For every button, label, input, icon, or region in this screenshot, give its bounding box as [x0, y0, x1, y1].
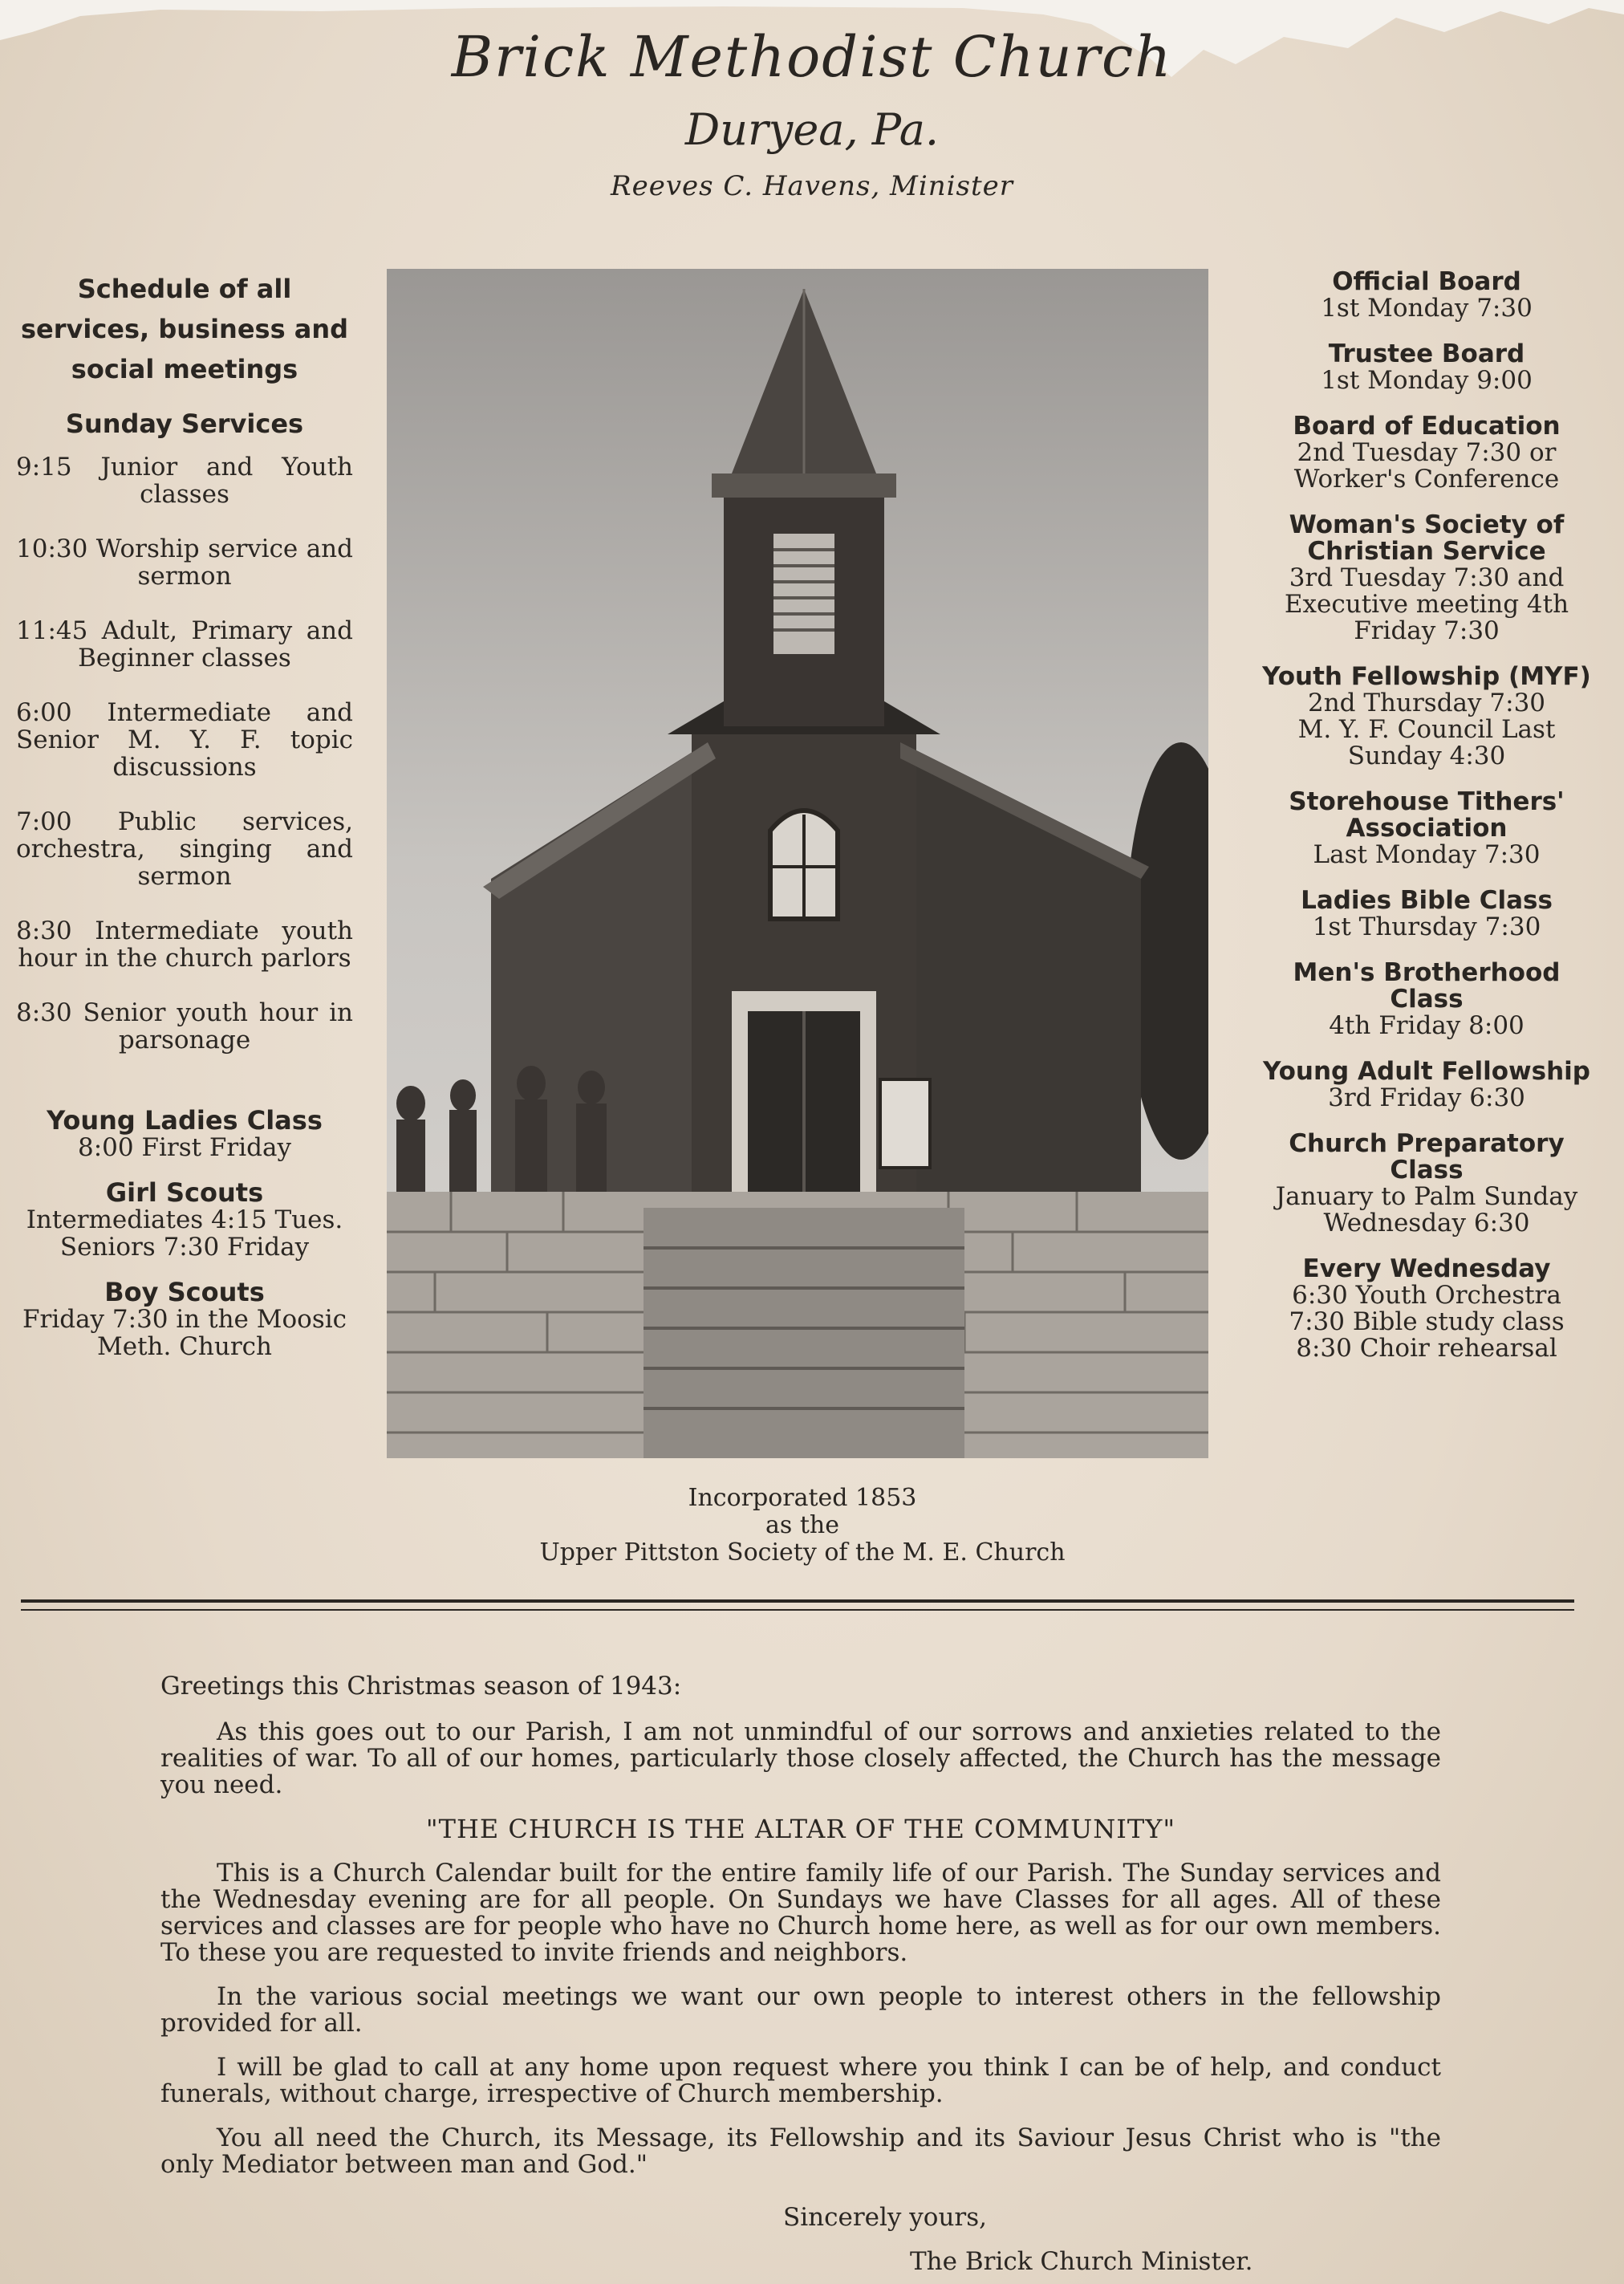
group-text: Meth. Church: [96, 1332, 272, 1361]
block-heading: Youth Fellowship (MYF): [1262, 662, 1591, 691]
group-girl-scouts: [16, 1179, 353, 1261]
block-text: 4th Friday 8:00: [1329, 1011, 1525, 1040]
schedule-intro: [16, 269, 353, 389]
schedule-intro-line: services, business and: [20, 314, 349, 344]
sunday-services-heading: Sunday Services: [65, 408, 304, 439]
every-wednesday-block: [1258, 1256, 1595, 1362]
church-title: Brick Methodist Church: [451, 24, 1173, 90]
sunday-service-item: 11:45 Adult, Primary and Beginner classes: [16, 616, 353, 673]
block-text: 8:30 Choir rehearsal: [1296, 1334, 1557, 1363]
block-text: M. Y. F. Council Last: [1297, 715, 1556, 744]
block-heading: Woman's Society of Christian Service: [1289, 510, 1565, 566]
block-text: Wednesday 6:30: [1323, 1209, 1530, 1238]
schedule-intro-line: Schedule of all: [77, 274, 292, 304]
group-text: Intermediates 4:15 Tues.: [26, 1205, 343, 1234]
group-heading: Young Ladies Class: [47, 1105, 323, 1136]
letter-paragraph: In the various social meetings we want our own people to interest others in the fellowship provided for all.: [160, 1982, 1441, 2038]
letter-paragraph: This is a Church Calendar built for the entire family life of our Parish. The Sunday services and the Wednesday evening are for all people. On Sundays we have Classes for all ages. All of these services and classes are for people who have no Church home here, as well as for our own members. To these you are requested to invite friends and neighbors.: [160, 1859, 1441, 1967]
block-heading: Storehouse Tithers' Association: [1289, 787, 1565, 843]
block-heading: Ladies Bible Class: [1301, 886, 1553, 915]
block-text: 2nd Thursday 7:30: [1307, 689, 1546, 717]
block-heading: Young Adult Fellowship: [1263, 1057, 1590, 1086]
right-schedule-column: [1258, 269, 1595, 1381]
letter-motto: "THE CHURCH IS THE ALTAR OF THE COMMUNITY": [425, 1814, 1176, 1844]
christmas-letter: [160, 1673, 1441, 2196]
caption-line: Incorporated 1853: [688, 1484, 917, 1512]
letter-greeting: Greetings this Christmas season of 1943:: [160, 1672, 682, 1701]
caption-line: Upper Pittston Society of the M. E. Church: [539, 1538, 1066, 1567]
double-rule-top: [21, 1599, 1574, 1603]
storehouse-tithers-block: [1258, 789, 1595, 868]
block-heading: Official Board: [1332, 267, 1521, 296]
sunday-service-item: 6:00 Intermediate and Senior M. Y. F. topic discussions: [16, 698, 353, 782]
block-text: 1st Thursday 7:30: [1312, 912, 1541, 941]
block-heading: Every Wednesday: [1302, 1254, 1551, 1283]
photo-caption: [401, 1485, 1204, 1567]
schedule-intro-line: social meetings: [71, 354, 298, 384]
youth-fellowship-block: [1258, 664, 1595, 770]
letter-paragraph: You all need the Church, its Message, its Fellowship and its Saviour Jesus Christ who is "the only Mediator between man and God.": [160, 2123, 1441, 2179]
block-text: Executive meeting 4th: [1284, 590, 1569, 619]
block-heading: Men's Brotherhood Class: [1293, 958, 1561, 1014]
sunday-service-item: 10:30 Worship service and sermon: [16, 534, 353, 591]
womans-society-block: [1258, 512, 1595, 644]
caption-line: as the: [765, 1511, 839, 1539]
board-of-education-block: [1258, 413, 1595, 493]
double-rule-bottom: [21, 1609, 1574, 1611]
church-building-illustration: [387, 269, 1208, 1458]
block-text: Sunday 4:30: [1347, 742, 1506, 770]
block-text: 1st Monday 7:30: [1321, 294, 1533, 323]
block-text: Friday 7:30: [1354, 616, 1500, 645]
group-text: 8:00 First Friday: [77, 1133, 291, 1162]
church-preparatory-block: [1258, 1131, 1595, 1237]
group-young-ladies: [16, 1107, 353, 1161]
church-photograph: [387, 269, 1208, 1458]
block-text: January to Palm Sunday: [1275, 1182, 1578, 1211]
group-heading: Boy Scouts: [104, 1277, 265, 1307]
block-text: Last Monday 7:30: [1313, 840, 1541, 869]
church-location: Duryea, Pa.: [684, 104, 940, 155]
mens-brotherhood-block: [1258, 960, 1595, 1039]
letter-paragraph: I will be glad to call at any home upon request where you think I can be of help, and conduct funerals, without charge, irrespective of Church membership.: [160, 2053, 1441, 2108]
ladies-bible-class-block: [1258, 888, 1595, 941]
block-heading: Board of Education: [1293, 412, 1561, 441]
letter-paragraph: As this goes out to our Parish, I am not unmindful of our sorrows and anxieties related to the realities of war. To all of our homes, particularly those closely affected, the Church has the message you need.: [160, 1717, 1441, 1799]
block-heading: Church Preparatory Class: [1289, 1129, 1565, 1185]
group-boy-scouts: [16, 1278, 353, 1360]
sunday-service-item: 8:30 Senior youth hour in parsonage: [16, 998, 353, 1055]
official-board-block: [1258, 269, 1595, 322]
letter-signature: The Brick Church Minister.: [910, 2247, 1253, 2276]
group-heading: Girl Scouts: [105, 1177, 264, 1208]
block-text: 6:30 Youth Orchestra: [1292, 1281, 1561, 1310]
trustee-board-block: [1258, 341, 1595, 394]
block-text: Worker's Conference: [1293, 465, 1560, 494]
left-schedule-column: [16, 269, 353, 1388]
letter-closing: Sincerely yours,: [783, 2203, 987, 2232]
sunday-service-item: 8:30 Intermediate youth hour in the church parlors: [16, 916, 353, 973]
young-adult-fellowship-block: [1258, 1059, 1595, 1112]
sunday-service-item: 7:00 Public services, orchestra, singing and sermon: [16, 807, 353, 891]
block-text: 7:30 Bible study class: [1289, 1307, 1565, 1336]
group-text: Friday 7:30 in the Moosic: [22, 1305, 347, 1334]
block-text: 3rd Friday 6:30: [1328, 1083, 1525, 1112]
minister-name: Reeves C. Havens, Minister: [611, 170, 1013, 202]
block-text: 2nd Tuesday 7:30 or: [1297, 438, 1557, 467]
block-text: 3rd Tuesday 7:30 and: [1289, 563, 1565, 592]
block-text: 1st Monday 9:00: [1321, 366, 1533, 395]
group-text: Seniors 7:30 Friday: [59, 1233, 310, 1262]
sunday-service-item: 9:15 Junior and Youth classes: [16, 453, 353, 509]
block-heading: Trustee Board: [1328, 339, 1525, 368]
